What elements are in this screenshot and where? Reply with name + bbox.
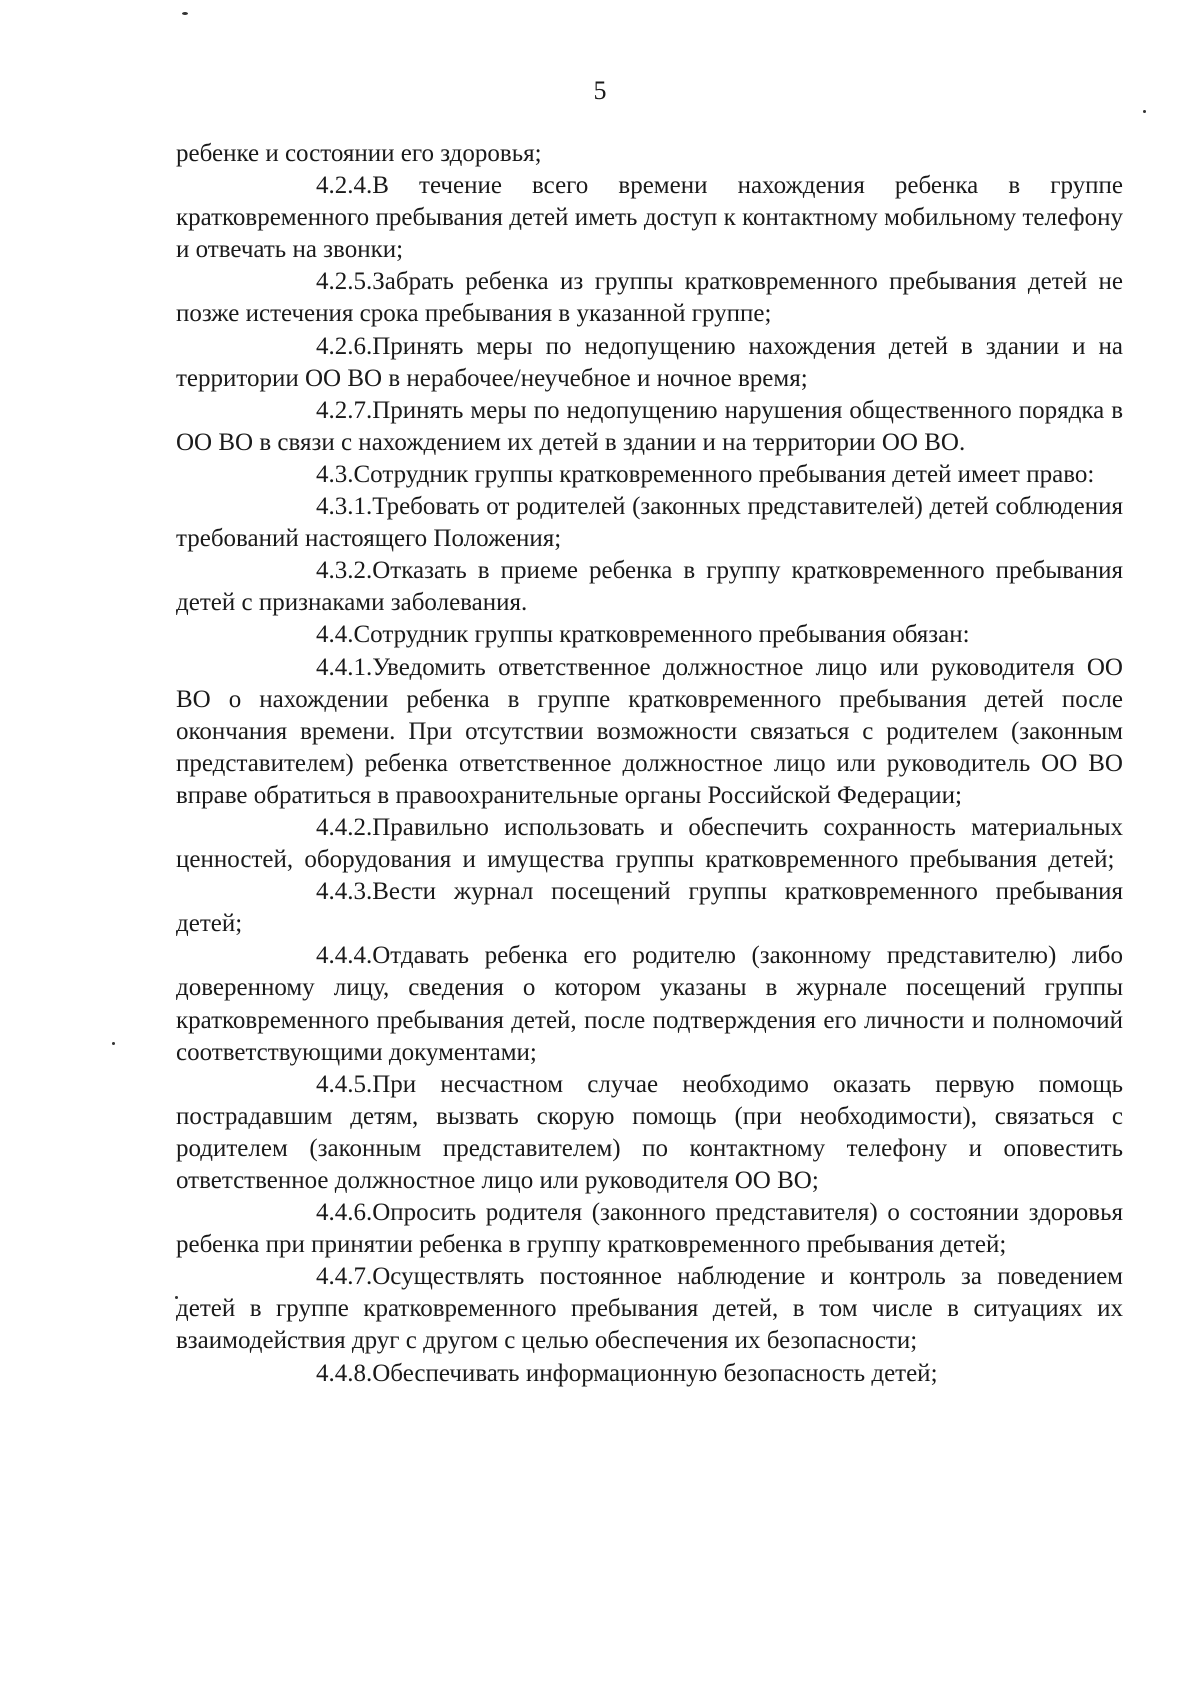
paragraph-4-2-6: 4.2.6.Принять меры по недопущению нахождения детей в здании и на территории ОО ВО в нерабочее/неучебное и ночное время;: [176, 332, 1123, 392]
clause-number: 4.2.5.: [316, 268, 373, 296]
clause-number: 4.4.1.: [316, 653, 373, 681]
paragraph-4-4-8: 4.4.8.Обеспечивать информационную безопасность детей;: [176, 1358, 1123, 1390]
clause-number: 4.2.4.: [316, 172, 373, 200]
paragraph-4-2-4: 4.2.4.В течение всего времени нахождения ребенка в группе кратковременного пребывания детей иметь доступ к контактному мобильному телефону и отвечать на звонки;: [176, 172, 1123, 264]
clause-number: 4.4.2.: [316, 813, 373, 841]
paragraph-continuation: ребенке и состоянии его здоровья;: [176, 140, 542, 167]
paragraph-4-4-2: 4.4.2.Правильно использовать и обеспечить сохранность материальных ценностей, оборудования и имущества группы кратковременного пребывания детей;: [176, 813, 1123, 874]
clause-number: 4.4.5.: [316, 1070, 373, 1098]
paragraph-4-4-3: 4.4.3.Вести журнал посещений группы кратковременного пребывания детей;: [176, 878, 1123, 938]
clause-number: 4.4.3.: [316, 878, 373, 906]
clause-number: 4.4.6.: [316, 1199, 373, 1227]
clause-number: 4.3.1.: [316, 493, 373, 521]
paragraph-4-3-2: 4.3.2.Отказать в приеме ребенка в группу кратковременного пребывания детей с признаками заболевания.: [176, 557, 1123, 617]
paragraph-4-4-1: 4.4.1.Уведомить ответственное должностное лицо или руководителя ОО ВО о нахождении ребенка в группе кратковременного пребывания детей после окончания времени. При отсутствии возможности связаться с родителем (законным представителем) ребенка ответственное должностное лицо или руководитель ОО ВО вправе обратиться в правоохранительные органы Российской Федерации;: [176, 653, 1123, 809]
page-number: 5: [593, 76, 607, 105]
clause-number: 4.4.8.: [316, 1359, 373, 1387]
clause-number: 4.2.7.: [316, 396, 373, 424]
paragraph-4-4-4: 4.4.4.Отдавать ребенка его родителю (законному представителю) либо доверенному лицу, сведения о котором указаны в журнале посещений группы кратковременного пребывания детей, после подтверждения его личности и полномочий соответствующими документами;: [176, 942, 1123, 1066]
paragraph-4-3-1: 4.3.1.Требовать от родителей (законных представителей) детей соблюдения требований настоящего Положения;: [176, 493, 1123, 553]
paragraph-4-2-7: 4.2.7.Принять меры по недопущению нарушения общественного порядка в ОО ВО в связи с нахождением их детей в здании и на территории ОО ВО.: [176, 396, 1123, 456]
clause-number: 4.4.7.: [316, 1263, 373, 1291]
paragraph-4-4: 4.4.Сотрудник группы кратковременного пребывания обязан:: [176, 619, 1123, 651]
clause-number: 4.3.2.: [316, 557, 373, 585]
clause-number: 4.4.: [316, 621, 354, 649]
clause-number: 4.2.6.: [316, 332, 373, 360]
clause-number: 4.4.4.: [316, 942, 373, 970]
paragraph-4-2-5: 4.2.5.Забрать ребенка из группы кратковременного пребывания детей не позже истечения срока пребывания в указанной группе;: [176, 268, 1123, 328]
paragraph-4-4-5: 4.4.5.При несчастном случае необходимо оказать первую помощь пострадавшим детям, вызвать скорую помощь (при необходимости), связаться с родителем (законным представителем) по контактному телефону и оповестить ответственное должностное лицо или руководителя ОО ВО;: [176, 1070, 1123, 1194]
document-body: [176, 138, 1123, 1390]
paragraph-4-3: 4.3.Сотрудник группы кратковременного пребывания детей имеет право:: [176, 459, 1123, 491]
paragraph-4-4-7: 4.4.7.Осуществлять постоянное наблюдение и контроль за поведением детей в группе кратковременного пребывания детей, в том числе в ситуациях их взаимодействия друг с другом с целью обеспечения их безопасности;: [176, 1263, 1123, 1355]
clause-number: 4.3.: [316, 460, 354, 488]
paragraph-4-4-6: 4.4.6.Опросить родителя (законного представителя) о состоянии здоровья ребенка при принятии ребенка в группу кратковременного пребывания детей;: [176, 1199, 1123, 1259]
